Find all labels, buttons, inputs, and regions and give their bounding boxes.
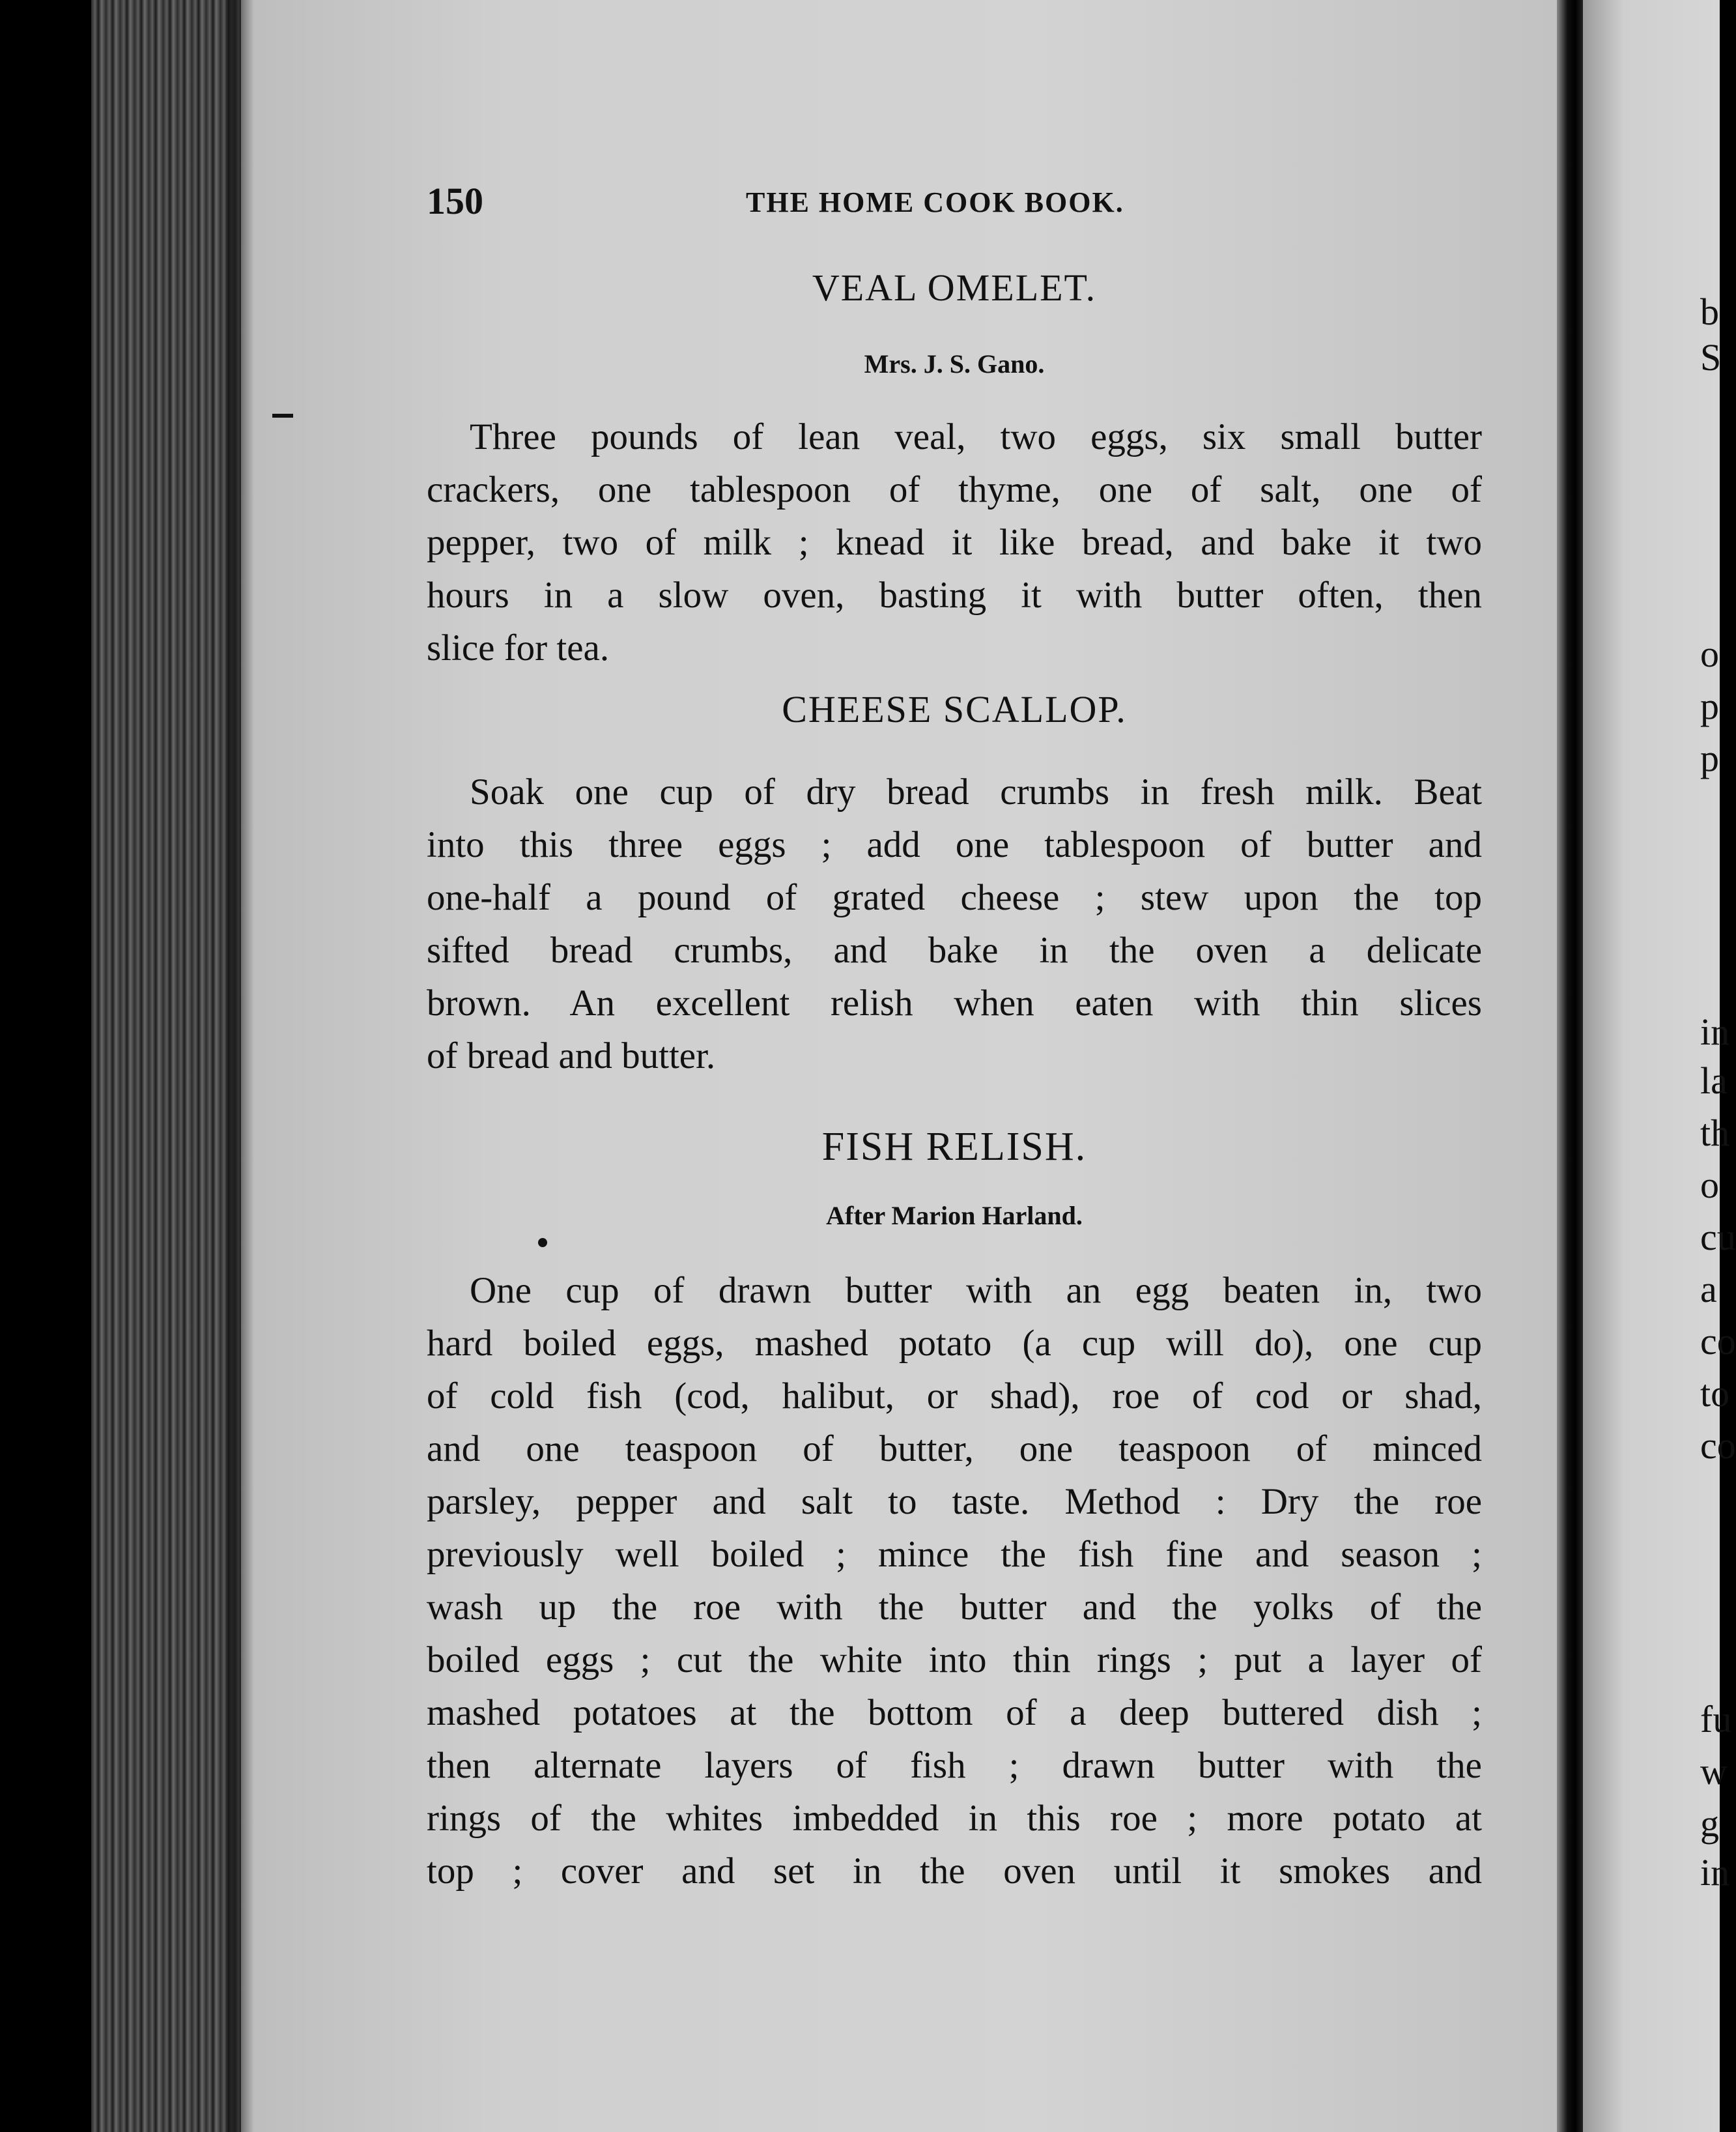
recipe-body	[427, 411, 1482, 674]
facing-fragment: la	[1700, 1059, 1728, 1102]
text-line: wash up the roe with the butter and the yolks of the	[427, 1587, 1482, 1628]
text-line: previously well boiled ; mince the fish fine and season ;	[427, 1534, 1482, 1575]
book-spine	[1557, 0, 1583, 2132]
text-line: slice for tea.	[427, 627, 610, 669]
recipe-body	[427, 766, 1482, 1082]
text-line: hard boiled eggs, mashed potato (a cup will do), one cup	[427, 1323, 1482, 1364]
page-number: 150	[427, 180, 483, 222]
facing-fragment: p	[1700, 737, 1719, 779]
recipe-title: FISH RELISH.	[821, 1125, 1087, 1169]
text-line: brown. An excellent relish when eaten with thin slices	[427, 983, 1482, 1024]
recipe-author: Mrs. J. S. Gano.	[864, 349, 1045, 379]
recipe-title: VEAL OMELET.	[812, 266, 1097, 309]
text-line: Soak one cup of dry bread crumbs in fresh milk. Beat	[470, 771, 1482, 813]
gutter-shadow	[228, 0, 254, 2132]
facing-fragment: to	[1700, 1372, 1730, 1415]
facing-fragment: b	[1700, 291, 1719, 333]
recipe-title: CHEESE SCALLOP.	[782, 688, 1127, 730]
text-line: and one teaspoon of butter, one teaspoon of minced	[427, 1428, 1482, 1469]
facing-fragment: th	[1700, 1112, 1730, 1154]
text-line: One cup of drawn butter with an egg beaten in, two	[470, 1270, 1482, 1311]
margin-mark	[272, 414, 293, 418]
text-line: crackers, one tablespoon of thyme, one of salt, one of	[427, 469, 1482, 510]
facing-fragment: co	[1700, 1320, 1736, 1362]
page-edge-stack	[91, 0, 241, 2132]
facing-fragment: S	[1700, 336, 1722, 379]
text-line: parsley, pepper and salt to taste. Method : Dry the roe	[427, 1481, 1482, 1522]
text-line: one-half a pound of grated cheese ; stew upon the top	[427, 877, 1482, 918]
text-line: of cold fish (cod, halibut, or shad), roe of cod or shad,	[427, 1376, 1482, 1417]
text-line: into this three eggs ; add one tablespoon of butter and	[427, 824, 1482, 865]
margin-dot	[538, 1238, 547, 1247]
text-line: then alternate layers of fish ; drawn butter with the	[427, 1745, 1482, 1786]
page-header	[427, 179, 1176, 225]
facing-fragment: o	[1700, 633, 1719, 675]
facing-fragment: w	[1700, 1750, 1728, 1793]
facing-fragment: p	[1700, 685, 1719, 727]
running-head: THE HOME COOK BOOK.	[746, 186, 1124, 218]
text-line: boiled eggs ; cut the white into thin rings ; put a layer of	[427, 1639, 1482, 1680]
facing-fragment: in	[1700, 1011, 1730, 1053]
recipe-body	[427, 1264, 1482, 1897]
text-line: of bread and butter.	[427, 1035, 716, 1076]
text-line: hours in a slow oven, basting it with butter often, then	[427, 575, 1482, 616]
text-line: pepper, two of milk ; knead it like bread, and bake it two	[427, 522, 1482, 563]
text-line: rings of the whites imbedded in this roe ; more potato at	[427, 1798, 1482, 1839]
recipe-author: After Marion Harland.	[826, 1201, 1083, 1230]
facing-fragment: g	[1700, 1802, 1719, 1845]
text-line: Three pounds of lean veal, two eggs, six small butter	[470, 416, 1482, 457]
facing-fragment: in	[1700, 1851, 1730, 1894]
facing-fragment: co	[1700, 1424, 1736, 1467]
facing-fragment: cu	[1700, 1216, 1736, 1258]
facing-fragment: a	[1700, 1268, 1717, 1310]
text-line: mashed potatoes at the bottom of a deep buttered dish ;	[427, 1692, 1482, 1733]
text-line: sifted bread crumbs, and bake in the oven a delicate	[427, 930, 1482, 971]
facing-fragment: fu	[1700, 1698, 1732, 1740]
facing-page	[1583, 0, 1736, 2132]
facing-fragment: o	[1700, 1164, 1719, 1206]
text-line: top ; cover and set in the oven until it smokes and	[427, 1851, 1482, 1892]
